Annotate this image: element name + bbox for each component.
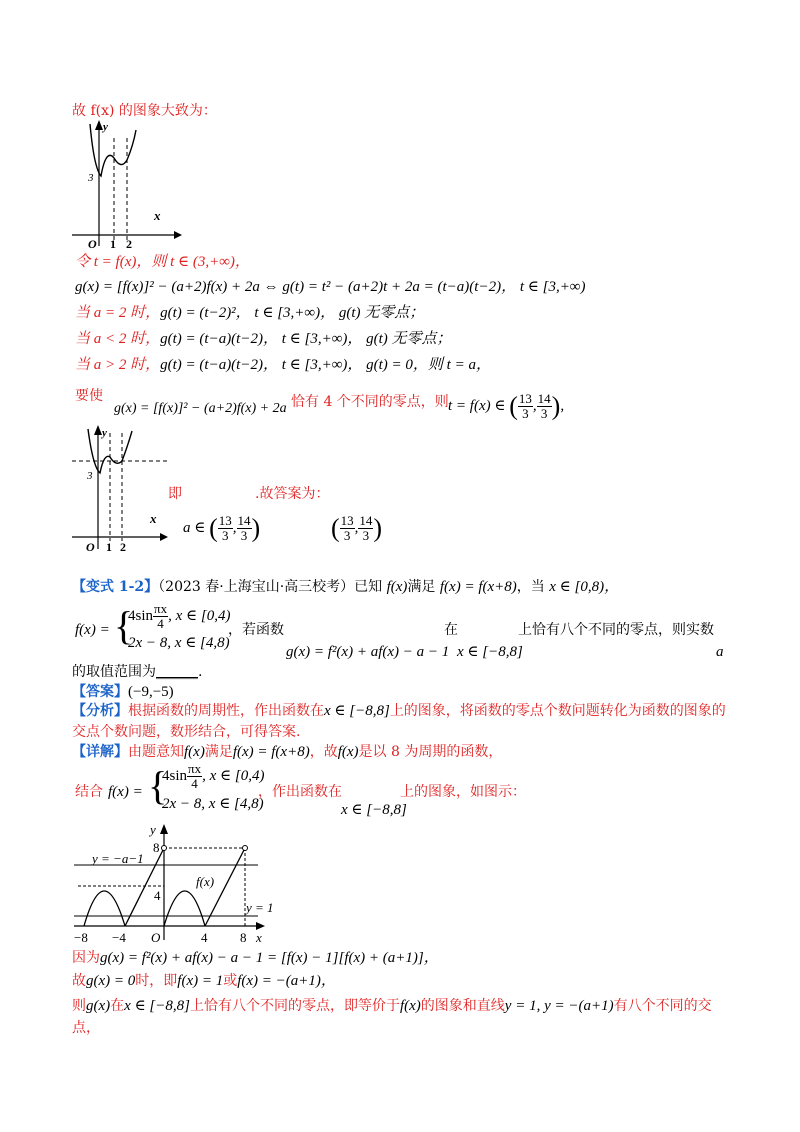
draw-text-2: 上的图象，如图示：	[400, 784, 526, 800]
combine-f-lhs: f(x) =	[108, 784, 143, 800]
graph-2-y-arrow	[94, 425, 102, 435]
graph-2-label-2: 2	[120, 540, 126, 554]
g-definition: g(x) = f²(x) + af(x) − a − 1	[286, 644, 450, 660]
graph-1-x-arrow	[174, 231, 182, 239]
graph-3-label-4: 4	[154, 888, 161, 903]
graph-1	[70, 118, 182, 250]
case-a-lt-2: 当 a < 2 时，g(t) = (t−a)(t−2)， t ∈ [3,+∞)， g(t) 无零点；	[75, 331, 452, 347]
graph-3-label-pos8: 8	[240, 930, 247, 945]
graph-1-label-x: x	[154, 208, 161, 223]
then-line: 则g(x)在x ∈ [−8,8]上恰有八个不同的零点，即等价于f(x)的图象和直线y = 1, y = −(a+1)有八个不同的交	[72, 998, 712, 1014]
var-a: a	[716, 644, 724, 660]
combine-label: 结合	[75, 784, 103, 800]
answer-blank: ______	[156, 664, 198, 680]
graph-3-y-arrow	[160, 824, 168, 834]
graph-2-label-x: x	[150, 511, 157, 526]
ji-label: 即	[168, 486, 182, 502]
require-t-range: t = f(x) ∈ ( $\frac{13}{3}$ , $\frac{14}{3}$ ),	[448, 391, 565, 421]
combine-case-2: 2x − 8, x ∈ [4,8)	[162, 796, 264, 812]
graph-3-label-line-1: y = 1	[246, 900, 274, 915]
variant-tag: 【变式 1-2】	[72, 579, 159, 595]
zai-label: 在	[444, 622, 458, 638]
graph-1-label-2: 2	[126, 237, 132, 251]
graph-3-x-arrow	[256, 922, 265, 930]
then-line-2: 点，	[72, 1020, 100, 1036]
graph-3-label-pos4: 4	[201, 930, 208, 945]
question-tail: 上恰有八个不同的零点，则实数	[518, 622, 714, 638]
graph-3-label-8: 8	[153, 840, 160, 855]
graph-3-label-line-neg-a: y = −a−1	[92, 851, 144, 866]
analysis-line-2: 交点个数问题，数形结合，可得答案.	[72, 724, 301, 740]
graph-1-label-o: O	[88, 237, 97, 251]
case-a-gt-2: 当 a > 2 时，g(t) = (t−a)(t−2)， t ∈ [3,+∞)， g(t) = 0，则 t = a，	[75, 357, 491, 373]
graph-2-label-o: O	[86, 540, 95, 554]
require-mid: 恰有 4 个不同的零点，则	[291, 394, 449, 410]
require-line: 要使	[75, 388, 103, 404]
graph-1-label-1: 1	[110, 237, 116, 251]
draw-interval: x ∈ [−8,8]	[341, 802, 407, 818]
so-line: 故g(x) = 0时，即f(x) = 1或f(x) = −(a+1)，	[72, 973, 336, 989]
graph-2-x-arrow	[160, 533, 168, 541]
graph-3-sine-left	[84, 891, 125, 926]
range-question: 的取值范围为______.	[72, 664, 203, 680]
answer-line: 【答案】(−9,−5)	[72, 684, 174, 700]
graph-2-label-3: 3	[87, 470, 93, 482]
graph-3-label-y: y	[150, 822, 156, 837]
graph-2-label-y: y	[102, 427, 107, 439]
because-line: 因为g(x) = f²(x) + af(x) − a − 1 = [f(x) − 1][f(x) + (a+1)]，	[72, 950, 439, 966]
case-a-eq-2: 当 a = 2 时，g(t) = (t−2)²， t ∈ [3,+∞)， g(t) 无零点；	[75, 305, 425, 321]
require-g-def: g(x) = [f(x)]² − (a+2)f(x) + 2a	[114, 401, 287, 416]
graph-1-curve	[90, 124, 136, 176]
graph-3-open-point-1	[162, 846, 167, 851]
analysis-line-1: 【分析】根据函数的周期性，作出函数在x ∈ [−8,8]上的图象，将函数的零点个数问题转化为函数的图象的	[72, 703, 726, 719]
variant-header: 【变式 1-2】（2023 春·上海宝山·高三校考）已知 f(x)满足 f(x) = f(x+8)，当 x ∈ [0,8)，	[72, 579, 620, 595]
graph-2-label-1: 1	[106, 540, 112, 554]
detail-line-1: 【详解】由题意知f(x)满足f(x) = f(x+8)，故f(x)是以 8 为周期的函数，	[72, 744, 503, 760]
graph-1-label-3: 3	[88, 172, 94, 184]
draw-text-1: ，作出函数在	[258, 784, 342, 800]
g-equivalence-line: g(x) = [f(x)]² − (a+2)f(x) + 2a ⇔ g(t) = t² − (a+2)t + 2a = (t−a)(t−2)， t ∈ [3,+∞)	[75, 279, 586, 295]
intro-line: 故 f(x) 的图象大致为：	[72, 103, 217, 119]
piecewise-brace: {	[114, 603, 134, 648]
interval-label: x ∈ [−8,8]	[457, 644, 523, 660]
answer-lead: .故答案为：	[255, 486, 330, 502]
answer-a-range: a ∈ ( $\frac{13}{3}$ , $\frac{14}{3}$ )	[183, 513, 261, 543]
graph-3-open-point-2	[243, 846, 248, 851]
graph-3-label-o: O	[151, 930, 161, 945]
graph-3-label-neg4: −4	[112, 930, 126, 945]
piecewise-case-2: 2x − 8, x ∈ [4,8)	[128, 635, 230, 651]
graph-3-label-x: x	[256, 930, 262, 945]
graph-3	[70, 820, 274, 946]
combine-brace: {	[148, 763, 168, 808]
graph-2	[70, 423, 170, 553]
graph-3-label-neg8: −8	[74, 930, 88, 945]
if-func: ，若函数	[228, 622, 284, 638]
f-lhs: f(x) =	[75, 622, 110, 638]
combine-case-1: 4sin $\frac{\pi x}{4}$ , x ∈ [0,4)	[162, 761, 265, 791]
graph-1-y-arrow	[95, 120, 103, 130]
graph-3-sine-right	[164, 891, 205, 926]
let-t-line: 令 t = f(x)，则 t ∈ (3,+∞)，	[75, 254, 250, 270]
graph-1-label-y: y	[103, 121, 108, 133]
graph-3-label-fx: f(x)	[196, 874, 215, 889]
piecewise-case-1: 4sin $\frac{\pi x}{4}$ , x ∈ [0,4)	[128, 601, 231, 631]
answer-range: ( $\frac{13}{3}$ , $\frac{14}{3}$ )	[331, 513, 383, 543]
